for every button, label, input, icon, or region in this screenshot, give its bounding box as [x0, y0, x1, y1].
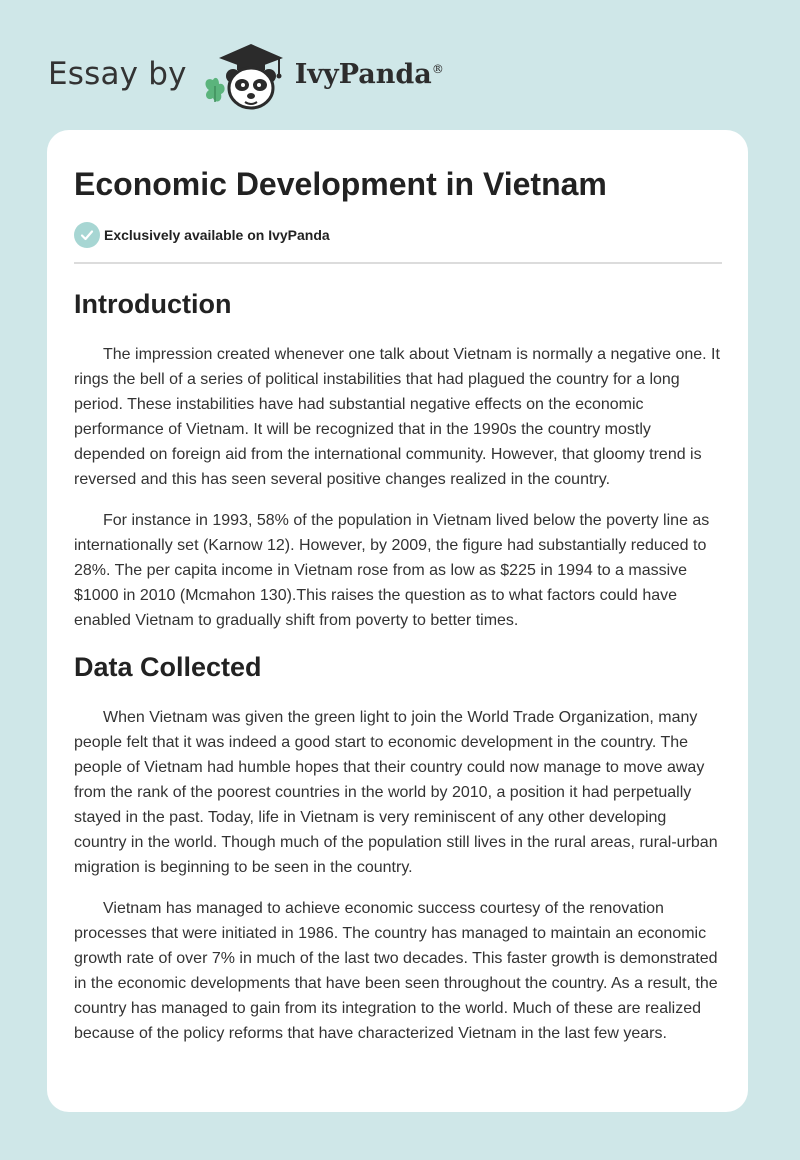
paragraph: The impression created whenever one talk about Vietnam is normally a negative one. It rings the bell of a series of political instabilities that had plagued the country for a long period. These instabilities have had substantial negative effects on the economic performance of Vietnam. It will be recognized that in the 1990s the country mostly depended on foreign aid from the international community. However, that gloomy trend is reversed and this has seen several positive changes realized in the country.: [74, 346, 720, 488]
essay-card: [47, 130, 748, 1112]
title-divider: [74, 262, 722, 264]
section-heading-introduction: Introduction: [74, 289, 232, 319]
section-heading-data-collected: Data Collected: [74, 652, 262, 682]
panda-graduate-logo-icon[interactable]: [199, 36, 295, 112]
check-circle-icon: [74, 222, 100, 248]
paragraph: For instance in 1993, 58% of the population in Vietnam lived below the poverty line as internationally set (Karnow 12). However, by 2009, the figure had substantially reduced to 28%. The per capita income in Vietnam rose from as low as $225 in 1994 to a massive $1000 in 2010 (Mcmahon 130).This raises the question as to what factors could have enabled Vietnam to gradually shift from poverty to better times.: [74, 512, 710, 629]
paragraph: Vietnam has managed to achieve economic success courtesy of the renovation processes that were initiated in 1986. The country has managed to maintain an economic growth rate of over 7% in much of the last two decades. This faster growth is demonstrated in the economic developments that have been seen throughout the country. As a result, the country has managed to gain from its integration to the world. Much of these are realized because of the policy reforms that have characterized Vietnam in the last few years.: [74, 900, 718, 1042]
brand-prefix: Essay by: [48, 56, 187, 92]
brand-name[interactable]: IvyPanda®: [294, 58, 444, 90]
site-header: [48, 34, 444, 114]
paragraph: When Vietnam was given the green light to join the World Trade Organization, many people felt that it was indeed a good start to economic development in the country. The people of Vietnam had humble hopes that their country could now manage to move away from the rank of the poorest countries in the world by 2010, a position it had perpetually stayed in the past. Today, life in Vietnam is very reminiscent of any other developing country in the world. Though much of the population still lives in the rural areas, rural-urban migration is beginning to be seen in the country.: [74, 709, 718, 876]
essay-title: Economic Development in Vietnam: [74, 166, 607, 202]
registered-mark: ®: [431, 61, 444, 76]
ivy-leaf-icon: [205, 78, 224, 102]
badge-label: Exclusively available on IvyPanda: [104, 227, 330, 243]
exclusive-badge: [74, 222, 722, 248]
